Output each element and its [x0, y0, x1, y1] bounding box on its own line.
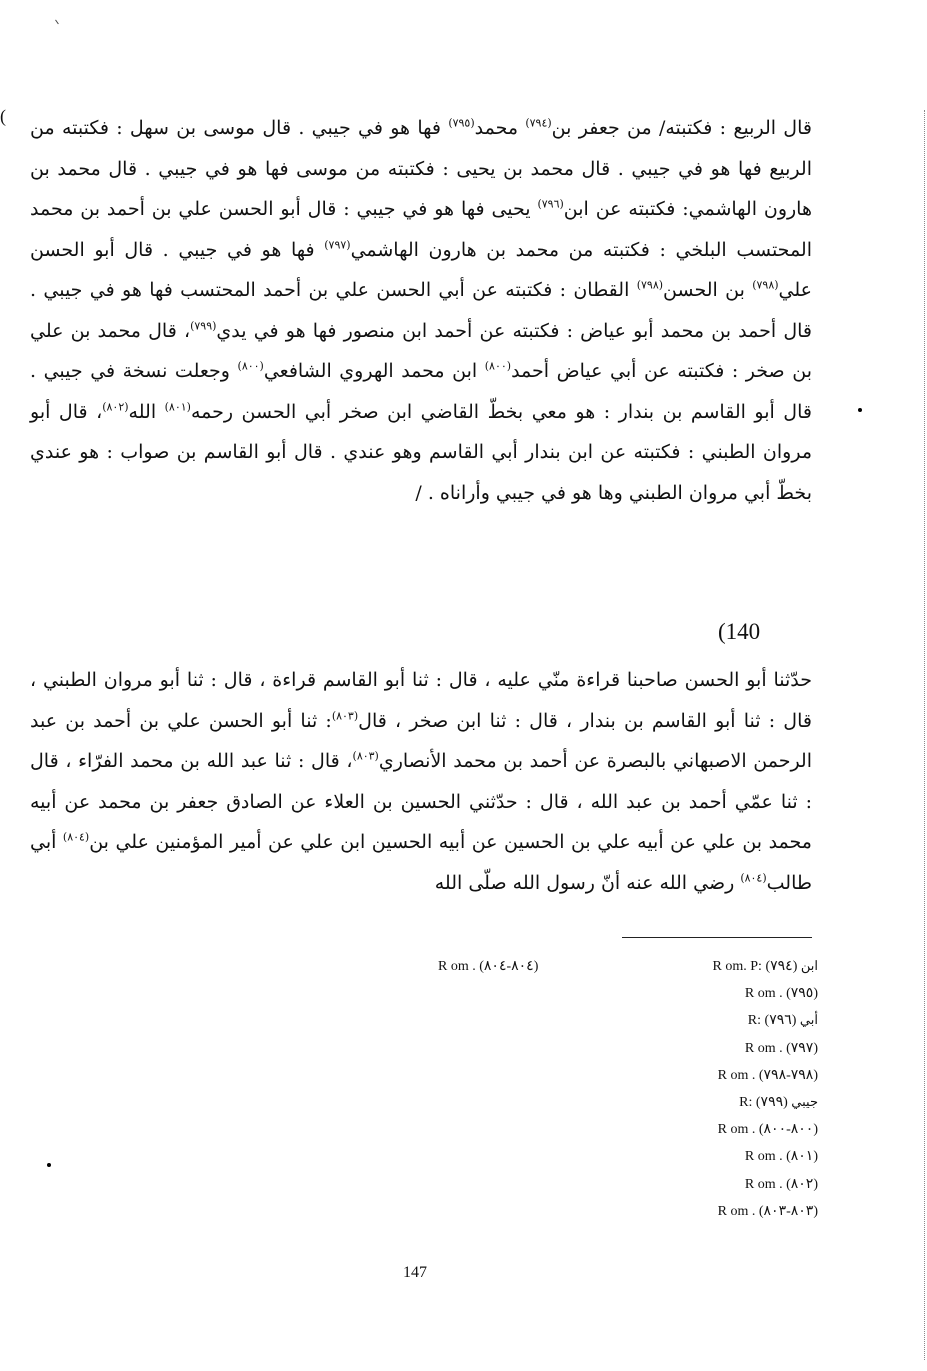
footnote-ref: (٧٩٨)	[752, 278, 779, 292]
footnote-ref: (٨٠٣)	[331, 709, 359, 723]
footnote-number: (٧٩٩)	[755, 1095, 788, 1111]
footnote-separator	[622, 937, 812, 938]
footnote-number: (٧٩٤)	[765, 959, 798, 974]
text-run: بن الحسن	[663, 279, 753, 301]
scan-mark	[55, 17, 63, 25]
footnote-number: (٧٩٦)	[764, 1013, 797, 1029]
footnote	[600, 1116, 818, 1143]
footnote-text: R:	[747, 1013, 762, 1029]
footnote-text: R om .	[717, 1203, 756, 1219]
page-edge-line	[924, 110, 925, 1360]
footnote-ref: (٨٠٠)	[484, 359, 512, 373]
footnote-extra	[438, 953, 538, 980]
footnote-list	[600, 953, 818, 1225]
text-run: يحيى فها هو في جيبي : قال أبو الحسن علي بن أحمد بن محمد المحتسب البلخي : فكتبته من محمد بن هارون الهاشمي	[30, 198, 812, 261]
text-run: القطان : فكتبته عن أبي الحسن علي بن أحمد المحتسب فها هو في جيبي . قال أحمد بن محمد أبو عياض : فكتبته عن أحمد ابن منصور فها هو في يدي	[30, 279, 812, 342]
footnote-number: (٨٠١)	[786, 1149, 818, 1165]
footnote-variant: أبي	[799, 1013, 818, 1029]
text-run: حدّثنا أبو الحسن صاحبنا قراءة منّي عليه ، قال : ثنا أبو القاسم قراءة ، قال : ثنا أبو مروان الطبني ، قال : ثنا أبو القاسم بن بندار ، قال : ثنا ابن صخر ، قال	[30, 669, 812, 732]
text-run: الله	[128, 400, 165, 423]
section-number: (140	[718, 619, 761, 644]
margin-mark: (	[0, 106, 6, 126]
footnote-number: (٨٠٣-٨٠٣)	[758, 1203, 818, 1219]
footnote-ref: (٧٩٦)	[537, 197, 564, 211]
footnote-number: (٧٩٨-٧٩٨)	[758, 1067, 818, 1083]
footnote-text: R om. P:	[712, 959, 762, 974]
footnote-variant: ابن	[800, 959, 818, 974]
footnote-extra-text: R om .	[438, 959, 476, 974]
footnote-number: (٧٩٥)	[786, 986, 818, 1002]
footnote-text: R om .	[744, 1176, 783, 1192]
text-run: فها هو في جيبي . قال موسى بن سهل : فكتبته من الربيع فها هو في جيبي . قال محمد بن يحيى : فكتبته من موسى فها هو في جيبي . قال محمد بن هارون الهاشمي: فكتبته عن ابن	[30, 117, 812, 220]
footnote-number: (٨٠٠-٨٠٠)	[758, 1122, 818, 1138]
text-run: وجعلت نسخة في جيبي . قال أبو القاسم بن بندار : هو معي بخطّ القاضي ابن صخر أبي الحسن رحمه	[30, 360, 812, 423]
paragraph-2	[30, 660, 812, 903]
footnote-number: (٧٩٧)	[786, 1040, 818, 1056]
footnote	[600, 1062, 818, 1089]
footnote-ref: (٧٩٧)	[324, 238, 351, 252]
footnote-text: R om .	[744, 1040, 783, 1056]
footnote-ref: (٨٠٤)	[62, 830, 90, 844]
footnote	[600, 1089, 818, 1116]
footnote-text: R om .	[717, 1067, 756, 1083]
footnote-number: (٨٠٢)	[786, 1176, 818, 1192]
text-run: ، قال محمد بن علي بن صخر : فكتبته عن أبي عياض أحمد	[30, 319, 812, 382]
footnote	[600, 953, 818, 980]
footnote-ref: (٨٠١)	[164, 400, 191, 414]
footnote-text: R om .	[717, 1122, 756, 1138]
footnote-ref: (٧٩٤)	[525, 116, 552, 130]
footnote-ref: (٨٠٤)	[740, 871, 767, 885]
text-run: ، قال أبو مروان الطبني : فكتبته عن ابن بندار أبي القاسم وهو عندي . قال أبو القاسم بن صواب : هو عندي بخطّ أبي مروان الطبني وها هو في جيبي وأراناه . /	[30, 400, 812, 504]
footnote-ref: (٨٠٢)	[102, 400, 129, 414]
footnote-extra-number: (٨٠٤-٨٠٤)	[479, 959, 539, 974]
footnote-ref: (٨٠٣)	[352, 749, 379, 763]
text-run: قال الربيع : فكتبته/ من جعفر بن	[551, 117, 812, 139]
footnote	[600, 1171, 818, 1198]
footnote-text: R:	[739, 1095, 753, 1111]
margin-dot	[47, 1163, 51, 1167]
footnote-text: R om .	[744, 1149, 783, 1165]
text-run: أبي طالب	[30, 831, 812, 894]
text-run: : ثنا أبو الحسن علي بن أحمد بن عبد الرحمن الاصبهاني بالبصرة عن أحمد بن محمد الأنصاري	[30, 709, 812, 772]
page-number: 147	[403, 1264, 427, 1281]
text-run: محمد	[474, 117, 526, 139]
footnote-text: R om .	[744, 986, 783, 1002]
footnote-ref: (٧٩٥)	[448, 116, 475, 130]
footnote	[600, 980, 818, 1007]
text-run: ، قال : ثنا عبد الله بن محمد الفرّاء ، قال : ثنا عمّي أحمد بن عبد الله ، قال : حدّثني الحسين بن العلاء عن الصادق جعفر بن محمد عن أبيه محمد بن علي عن أبيه علي بن الحسين عن أبيه الحسين ابن علي عن أمير المؤمنين علي بن	[30, 750, 812, 853]
paragraph-1	[30, 108, 812, 513]
footnote	[600, 1198, 818, 1225]
footnote-variant: جيبي	[791, 1095, 818, 1111]
text-run: ابن محمد الهروي الشافعي	[263, 360, 485, 382]
footnote	[600, 1143, 818, 1170]
footnote-ref: (٧٩٩)	[190, 319, 217, 333]
footnote-ref: (٨٠٠)	[237, 359, 264, 373]
footnote	[600, 1007, 818, 1034]
footnote	[600, 1035, 818, 1062]
text-run: رضي الله عنه أنّ رسول الله صلّى الله	[434, 871, 741, 894]
margin-dot	[858, 408, 862, 412]
text-run: فها هو في جيبي . قال أبو الحسن علي	[30, 238, 812, 301]
footnote-ref: (٧٩٨)	[636, 278, 664, 292]
